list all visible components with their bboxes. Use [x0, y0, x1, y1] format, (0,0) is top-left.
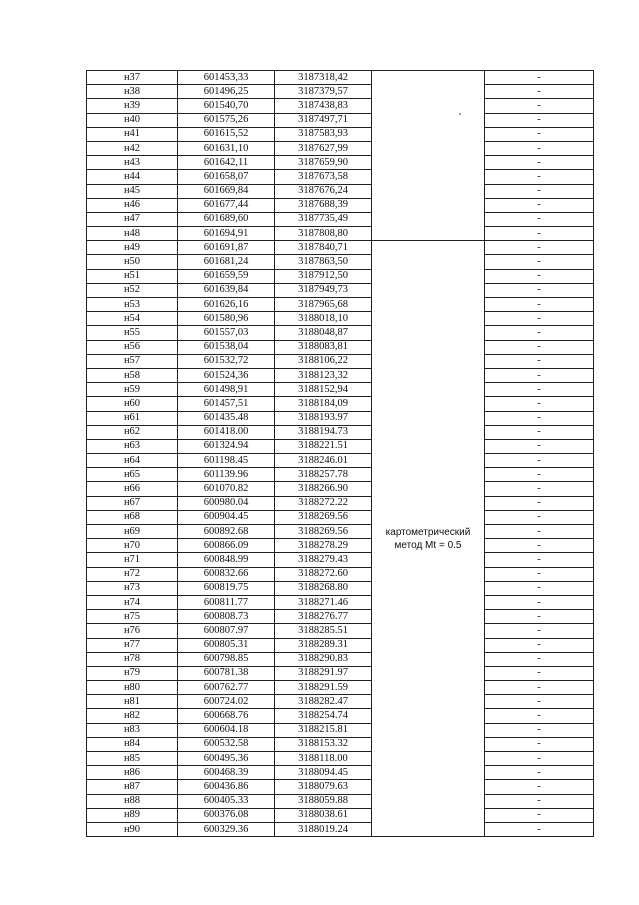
accuracy-cell: - [485, 170, 594, 184]
point-id-cell: н41 [87, 127, 178, 141]
y-coordinate-cell: 3188152,94 [275, 383, 372, 397]
accuracy-cell: - [485, 397, 594, 411]
accuracy-cell: - [485, 766, 594, 780]
y-coordinate-cell: 3187318,42 [275, 71, 372, 85]
x-coordinate-cell: 600762.77 [178, 681, 275, 695]
point-id-cell: н69 [87, 525, 178, 539]
x-coordinate-cell: 601669,84 [178, 184, 275, 198]
x-coordinate-cell: 601580,96 [178, 312, 275, 326]
table-row [87, 99, 594, 113]
accuracy-cell: - [485, 71, 594, 85]
accuracy-cell: - [485, 156, 594, 170]
point-id-cell: н55 [87, 326, 178, 340]
x-coordinate-cell: 600468.39 [178, 766, 275, 780]
y-coordinate-cell: 3187379,57 [275, 85, 372, 99]
x-coordinate-cell: 600980.04 [178, 496, 275, 510]
y-coordinate-cell: 3188269.56 [275, 510, 372, 524]
point-id-cell: н79 [87, 666, 178, 680]
y-coordinate-cell: 3187688,39 [275, 198, 372, 212]
y-coordinate-cell: 3187949,73 [275, 283, 372, 297]
accuracy-cell: - [485, 468, 594, 482]
point-id-cell: н63 [87, 439, 178, 453]
point-id-cell: н82 [87, 709, 178, 723]
y-coordinate-cell: 3188269.56 [275, 525, 372, 539]
x-coordinate-cell: 600807.97 [178, 624, 275, 638]
x-coordinate-cell: 601658,07 [178, 170, 275, 184]
x-coordinate-cell: 600376.08 [178, 808, 275, 822]
point-id-cell: н77 [87, 638, 178, 652]
point-id-cell: н66 [87, 482, 178, 496]
x-coordinate-cell: 600904.45 [178, 510, 275, 524]
y-coordinate-cell: 3187438,83 [275, 99, 372, 113]
table-row [87, 326, 594, 340]
table-row [87, 510, 594, 524]
coordinates-table [86, 70, 594, 837]
x-coordinate-cell: 601631,10 [178, 141, 275, 155]
x-coordinate-cell: 601538,04 [178, 340, 275, 354]
x-coordinate-cell: 601496,25 [178, 85, 275, 99]
table-row [87, 255, 594, 269]
accuracy-cell: - [485, 212, 594, 226]
point-id-cell: н71 [87, 553, 178, 567]
point-id-cell: н76 [87, 624, 178, 638]
point-id-cell: н88 [87, 794, 178, 808]
table-row [87, 794, 594, 808]
y-coordinate-cell: 3188272.22 [275, 496, 372, 510]
accuracy-cell: - [485, 595, 594, 609]
x-coordinate-cell: 600604.18 [178, 723, 275, 737]
x-coordinate-cell: 600532.58 [178, 737, 275, 751]
table-row [87, 269, 594, 283]
y-coordinate-cell: 3187627,99 [275, 141, 372, 155]
y-coordinate-cell: 3188019.24 [275, 822, 372, 836]
table-row [87, 567, 594, 581]
y-coordinate-cell: 3188278.29 [275, 539, 372, 553]
accuracy-cell: - [485, 454, 594, 468]
point-id-cell: н47 [87, 212, 178, 226]
x-coordinate-cell: 601681,24 [178, 255, 275, 269]
accuracy-cell: - [485, 255, 594, 269]
accuracy-cell: - [485, 269, 594, 283]
point-id-cell: н52 [87, 283, 178, 297]
accuracy-cell: - [485, 439, 594, 453]
table-row [87, 468, 594, 482]
point-id-cell: н75 [87, 610, 178, 624]
accuracy-cell: - [485, 383, 594, 397]
accuracy-cell: - [485, 780, 594, 794]
point-id-cell: н70 [87, 539, 178, 553]
point-id-cell: н72 [87, 567, 178, 581]
x-coordinate-cell: 601626,16 [178, 298, 275, 312]
point-id-cell: н51 [87, 269, 178, 283]
table-row [87, 454, 594, 468]
table-row [87, 127, 594, 141]
table-row [87, 113, 594, 127]
accuracy-cell: - [485, 227, 594, 241]
table-row [87, 666, 594, 680]
point-id-cell: н80 [87, 681, 178, 695]
y-coordinate-cell: 3188291.59 [275, 681, 372, 695]
table-row [87, 170, 594, 184]
point-id-cell: н46 [87, 198, 178, 212]
y-coordinate-cell: 3188289.31 [275, 638, 372, 652]
point-id-cell: н62 [87, 425, 178, 439]
x-coordinate-cell: 601639,84 [178, 283, 275, 297]
table-row [87, 525, 594, 539]
table-row [87, 780, 594, 794]
y-coordinate-cell: 3188018,10 [275, 312, 372, 326]
accuracy-cell: - [485, 368, 594, 382]
table-row [87, 425, 594, 439]
accuracy-cell: - [485, 326, 594, 340]
x-coordinate-cell: 600436.86 [178, 780, 275, 794]
y-coordinate-cell: 3187497,71 [275, 113, 372, 127]
x-coordinate-cell: 600892.68 [178, 525, 275, 539]
accuracy-cell: - [485, 141, 594, 155]
point-id-cell: н65 [87, 468, 178, 482]
y-coordinate-cell: 3188106,22 [275, 354, 372, 368]
accuracy-cell: - [485, 425, 594, 439]
accuracy-cell: - [485, 723, 594, 737]
table-row [87, 156, 594, 170]
coordinates-table-body [87, 71, 594, 837]
y-coordinate-cell: 3188215.81 [275, 723, 372, 737]
table-row [87, 681, 594, 695]
point-id-cell: н43 [87, 156, 178, 170]
point-id-cell: н61 [87, 411, 178, 425]
table-row [87, 638, 594, 652]
accuracy-cell: - [485, 539, 594, 553]
table-row [87, 723, 594, 737]
point-id-cell: н59 [87, 383, 178, 397]
point-id-cell: н53 [87, 298, 178, 312]
point-id-cell: н81 [87, 695, 178, 709]
point-id-cell: н54 [87, 312, 178, 326]
method-text-line: метод Mt = 0.5 [394, 539, 462, 551]
accuracy-cell: - [485, 553, 594, 567]
x-coordinate-cell: 601498,91 [178, 383, 275, 397]
x-coordinate-cell: 600819.75 [178, 581, 275, 595]
y-coordinate-cell: 3187808,80 [275, 227, 372, 241]
x-coordinate-cell: 600798.85 [178, 652, 275, 666]
y-coordinate-cell: 3188048,87 [275, 326, 372, 340]
x-coordinate-cell: 601324.94 [178, 439, 275, 453]
table-row [87, 822, 594, 836]
point-id-cell: н78 [87, 652, 178, 666]
table-row [87, 752, 594, 766]
x-coordinate-cell: 601435.48 [178, 411, 275, 425]
y-coordinate-cell: 3187863,50 [275, 255, 372, 269]
point-id-cell: н87 [87, 780, 178, 794]
point-id-cell: н85 [87, 752, 178, 766]
x-coordinate-cell: 601070.82 [178, 482, 275, 496]
y-coordinate-cell: 3188272.60 [275, 567, 372, 581]
point-id-cell: н84 [87, 737, 178, 751]
x-coordinate-cell: 600808.73 [178, 610, 275, 624]
point-id-cell: н58 [87, 368, 178, 382]
y-coordinate-cell: 3188254.74 [275, 709, 372, 723]
y-coordinate-cell: 3187659,90 [275, 156, 372, 170]
y-coordinate-cell: 3188059.88 [275, 794, 372, 808]
accuracy-cell: - [485, 638, 594, 652]
x-coordinate-cell: 601457,51 [178, 397, 275, 411]
accuracy-cell: - [485, 567, 594, 581]
y-coordinate-cell: 3188194.73 [275, 425, 372, 439]
accuracy-cell: - [485, 681, 594, 695]
y-coordinate-cell: 3187676,24 [275, 184, 372, 198]
accuracy-cell: - [485, 312, 594, 326]
accuracy-cell: - [485, 581, 594, 595]
x-coordinate-cell: 600405.33 [178, 794, 275, 808]
table-row [87, 383, 594, 397]
point-id-cell: н89 [87, 808, 178, 822]
x-coordinate-cell: 600495.36 [178, 752, 275, 766]
accuracy-cell: - [485, 525, 594, 539]
y-coordinate-cell: 3187673,58 [275, 170, 372, 184]
point-id-cell: н56 [87, 340, 178, 354]
x-coordinate-cell: 601198.45 [178, 454, 275, 468]
point-id-cell: н83 [87, 723, 178, 737]
method-text-line: картометрический [385, 526, 471, 538]
table-row [87, 581, 594, 595]
accuracy-cell: - [485, 184, 594, 198]
y-coordinate-cell: 3188271.46 [275, 595, 372, 609]
point-id-cell: н48 [87, 227, 178, 241]
x-coordinate-cell: 601453,33 [178, 71, 275, 85]
x-coordinate-cell: 601677,44 [178, 198, 275, 212]
x-coordinate-cell: 601694,91 [178, 227, 275, 241]
accuracy-cell: - [485, 695, 594, 709]
document-page [86, 70, 588, 837]
x-coordinate-cell: 600668.76 [178, 709, 275, 723]
y-coordinate-cell: 3188257.78 [275, 468, 372, 482]
x-coordinate-cell: 601689,60 [178, 212, 275, 226]
point-id-cell: н39 [87, 99, 178, 113]
y-coordinate-cell: 3188079.63 [275, 780, 372, 794]
point-id-cell: н74 [87, 595, 178, 609]
accuracy-cell: - [485, 411, 594, 425]
accuracy-cell: - [485, 794, 594, 808]
x-coordinate-cell: 600832.66 [178, 567, 275, 581]
point-id-cell: н50 [87, 255, 178, 269]
table-row [87, 212, 594, 226]
point-id-cell: н37 [87, 71, 178, 85]
y-coordinate-cell: 3187735,49 [275, 212, 372, 226]
y-coordinate-cell: 3187965,68 [275, 298, 372, 312]
x-coordinate-cell: 601642,11 [178, 156, 275, 170]
point-id-cell: н86 [87, 766, 178, 780]
table-row [87, 553, 594, 567]
table-row [87, 737, 594, 751]
table-row [87, 368, 594, 382]
table-row [87, 496, 594, 510]
y-coordinate-cell: 3187912,50 [275, 269, 372, 283]
point-id-cell: н90 [87, 822, 178, 836]
point-id-cell: н42 [87, 141, 178, 155]
table-row [87, 241, 594, 255]
y-coordinate-cell: 3188282.47 [275, 695, 372, 709]
x-coordinate-cell: 600866.09 [178, 539, 275, 553]
table-row [87, 298, 594, 312]
x-coordinate-cell: 601139.96 [178, 468, 275, 482]
y-coordinate-cell: 3187840,71 [275, 241, 372, 255]
accuracy-cell: - [485, 298, 594, 312]
table-row [87, 312, 594, 326]
accuracy-cell: - [485, 354, 594, 368]
y-coordinate-cell: 3187583,93 [275, 127, 372, 141]
table-row [87, 482, 594, 496]
point-id-cell: н67 [87, 496, 178, 510]
y-coordinate-cell: 3188153.32 [275, 737, 372, 751]
x-coordinate-cell: 600781.38 [178, 666, 275, 680]
x-coordinate-cell: 601557,03 [178, 326, 275, 340]
accuracy-cell: - [485, 340, 594, 354]
accuracy-cell: - [485, 709, 594, 723]
accuracy-cell: - [485, 482, 594, 496]
accuracy-cell: - [485, 666, 594, 680]
y-coordinate-cell: 3188276.77 [275, 610, 372, 624]
accuracy-cell: - [485, 822, 594, 836]
point-id-cell: н57 [87, 354, 178, 368]
table-row [87, 85, 594, 99]
scan-speck [459, 113, 461, 115]
y-coordinate-cell: 3188290.83 [275, 652, 372, 666]
accuracy-cell: - [485, 198, 594, 212]
table-row [87, 354, 594, 368]
point-id-cell: н60 [87, 397, 178, 411]
table-row [87, 340, 594, 354]
accuracy-cell: - [485, 241, 594, 255]
y-coordinate-cell: 3188285.51 [275, 624, 372, 638]
table-row [87, 610, 594, 624]
table-row [87, 709, 594, 723]
y-coordinate-cell: 3188268.80 [275, 581, 372, 595]
table-row [87, 71, 594, 85]
table-row [87, 198, 594, 212]
accuracy-cell: - [485, 624, 594, 638]
table-row [87, 411, 594, 425]
x-coordinate-cell: 600805.31 [178, 638, 275, 652]
point-id-cell: н73 [87, 581, 178, 595]
table-row [87, 141, 594, 155]
accuracy-cell: - [485, 737, 594, 751]
x-coordinate-cell: 601532,72 [178, 354, 275, 368]
table-row [87, 652, 594, 666]
point-id-cell: н64 [87, 454, 178, 468]
accuracy-cell: - [485, 283, 594, 297]
accuracy-cell: - [485, 808, 594, 822]
point-id-cell: н40 [87, 113, 178, 127]
y-coordinate-cell: 3188038.61 [275, 808, 372, 822]
point-id-cell: н49 [87, 241, 178, 255]
table-row [87, 539, 594, 553]
y-coordinate-cell: 3188266.90 [275, 482, 372, 496]
point-id-cell: н68 [87, 510, 178, 524]
accuracy-cell: - [485, 496, 594, 510]
point-id-cell: н44 [87, 170, 178, 184]
accuracy-cell: - [485, 510, 594, 524]
table-row [87, 227, 594, 241]
x-coordinate-cell: 601615,52 [178, 127, 275, 141]
y-coordinate-cell: 3188118.00 [275, 752, 372, 766]
y-coordinate-cell: 3188193.97 [275, 411, 372, 425]
x-coordinate-cell: 600848.99 [178, 553, 275, 567]
x-coordinate-cell: 601524,36 [178, 368, 275, 382]
accuracy-cell: - [485, 610, 594, 624]
table-row [87, 766, 594, 780]
y-coordinate-cell: 3188246.01 [275, 454, 372, 468]
y-coordinate-cell: 3188184,09 [275, 397, 372, 411]
table-row [87, 595, 594, 609]
method-cell-upper [372, 71, 485, 241]
x-coordinate-cell: 601540,70 [178, 99, 275, 113]
x-coordinate-cell: 601575,26 [178, 113, 275, 127]
point-id-cell: н38 [87, 85, 178, 99]
accuracy-cell: - [485, 99, 594, 113]
y-coordinate-cell: 3188291.97 [275, 666, 372, 680]
y-coordinate-cell: 3188123,32 [275, 368, 372, 382]
table-row [87, 397, 594, 411]
accuracy-cell: - [485, 85, 594, 99]
x-coordinate-cell: 600811.77 [178, 595, 275, 609]
table-row [87, 283, 594, 297]
x-coordinate-cell: 601659,59 [178, 269, 275, 283]
y-coordinate-cell: 3188221.51 [275, 439, 372, 453]
accuracy-cell: - [485, 752, 594, 766]
x-coordinate-cell: 601418.00 [178, 425, 275, 439]
table-row [87, 624, 594, 638]
x-coordinate-cell: 601691,87 [178, 241, 275, 255]
y-coordinate-cell: 3188094.45 [275, 766, 372, 780]
table-row [87, 184, 594, 198]
x-coordinate-cell: 600724.02 [178, 695, 275, 709]
accuracy-cell: - [485, 113, 594, 127]
table-row [87, 439, 594, 453]
point-id-cell: н45 [87, 184, 178, 198]
accuracy-cell: - [485, 652, 594, 666]
y-coordinate-cell: 3188279.43 [275, 553, 372, 567]
table-row [87, 695, 594, 709]
table-row [87, 808, 594, 822]
y-coordinate-cell: 3188083,81 [275, 340, 372, 354]
x-coordinate-cell: 600329.36 [178, 822, 275, 836]
accuracy-cell: - [485, 127, 594, 141]
method-cell [372, 241, 485, 837]
